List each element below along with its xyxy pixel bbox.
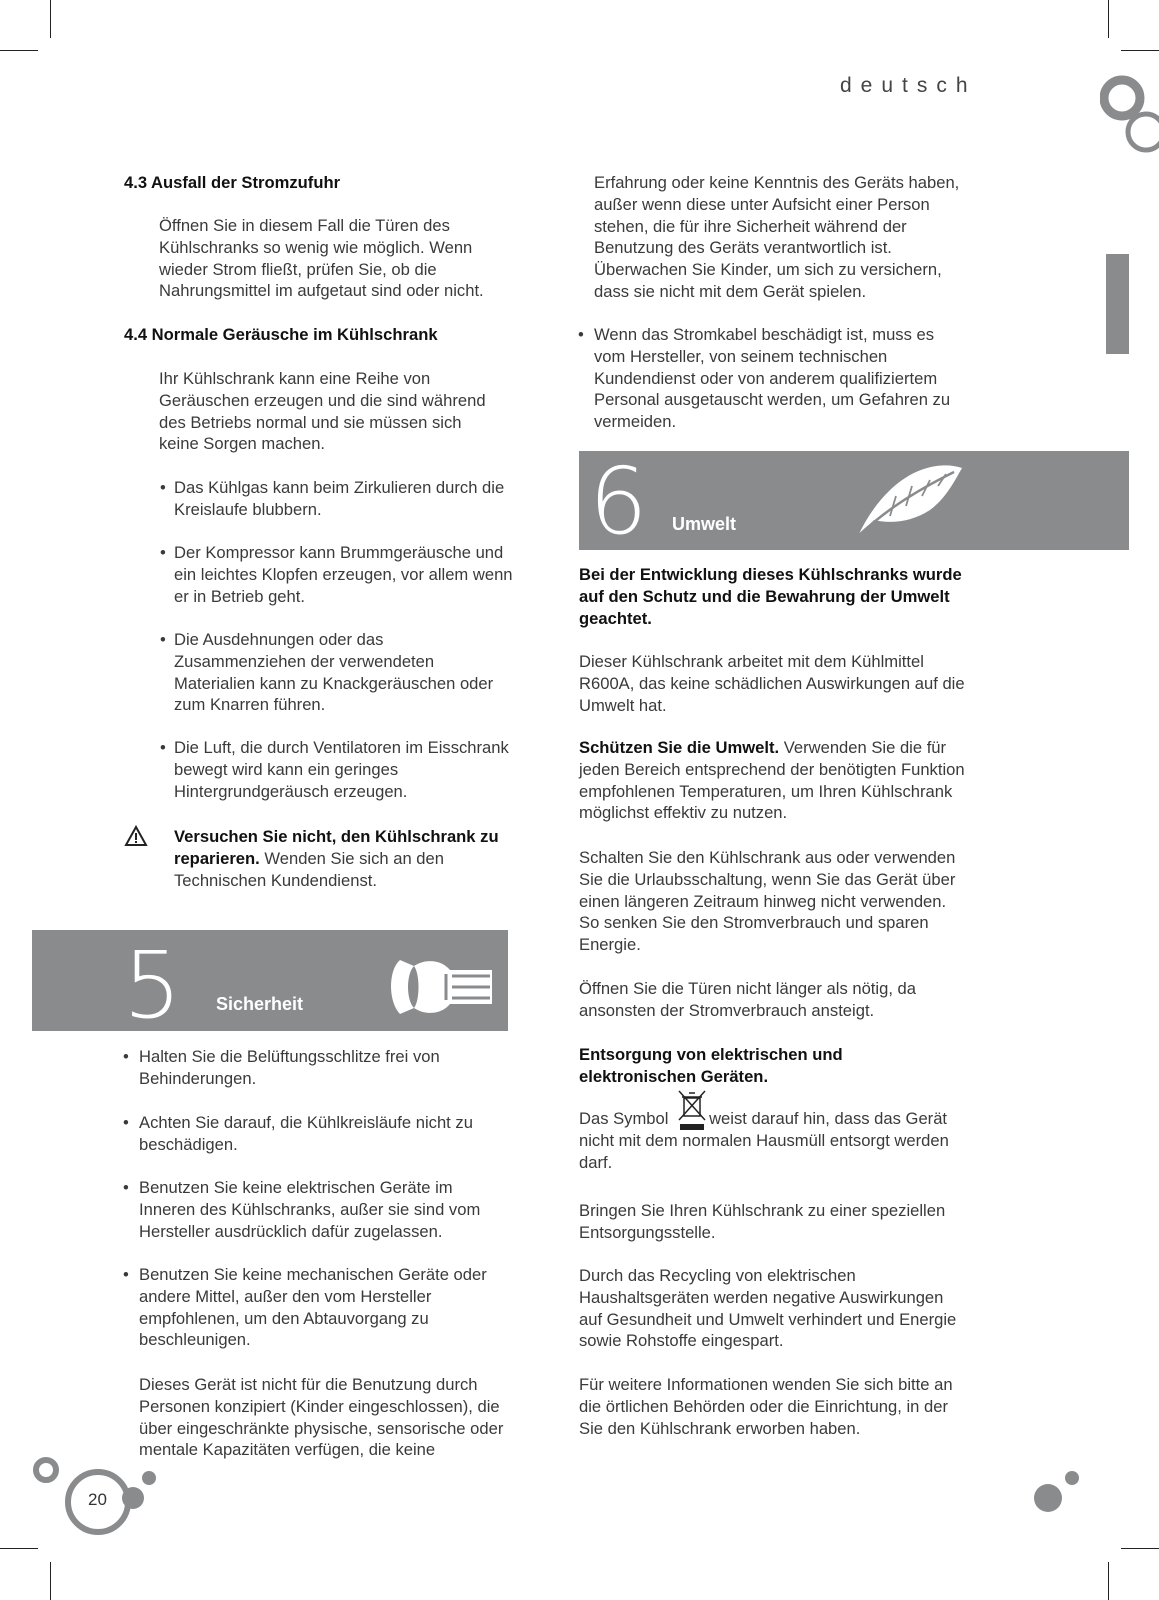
language-label: deutsch: [840, 74, 977, 97]
section-4-3-text: Öffnen Sie in diesem Fall die Türen des Kühlschranks so wenig wie möglich. Wenn wieder Strom fließt, prüfen Sie, ob die Nahrungsmittel im aufgetaut sind oder nicht.: [159, 216, 484, 301]
section-5-number: 5: [123, 932, 182, 1039]
warning-icon: [124, 825, 148, 847]
environment-p6: Durch das Recycling von elektrischen Haushaltsgeräten werden negative Auswirkungen auf Gesundheit und Umwelt verhindert und Energie sowie Rohstoffe eingespart.: [579, 1266, 957, 1351]
environment-p7: Für weitere Informationen wenden Sie sich bitte an die örtlichen Behörden oder die Einrichtung, in der Sie den Kühlschrank erworben haben.: [579, 1375, 953, 1438]
persons-text: Dieses Gerät ist nicht für die Benutzung durch Personen konzipiert (Kinder eingeschlossen), die über eingeschränkte physische, sensorische oder mentale Kapazitäten verfügen, die keine: [139, 1375, 504, 1460]
disposal-symbol-text: Das Symbol weist darauf hin, dass das Gerät nicht mit dem normalen Hausmüll entsorgt werden darf.: [579, 1109, 949, 1172]
environment-p1: Dieser Kühlschrank arbeitet mit dem Kühlmittel R600A, das keine schädlichen Auswirkungen auf die Umwelt hat.: [579, 652, 965, 715]
environment-intro: Bei der Entwicklung dieses Kühlschranks wurde auf den Schutz und die Bewahrung der Umwelt geachtet.: [579, 565, 962, 628]
section-6-title: Umwelt: [672, 514, 737, 534]
crop-mark: [50, 1562, 51, 1600]
section-4-4-title: 4.4 Normale Geräusche im Kühlschrank: [124, 325, 438, 344]
page-number: 20: [88, 1490, 107, 1509]
section-5-title: Sicherheit: [216, 994, 304, 1014]
section-4-4-intro: Ihr Kühlschrank kann eine Reihe von Geräuschen erzeugen und die sind während des Betriebs normal und sie müssen sich keine Sorgen machen.: [159, 369, 486, 454]
decorative-circles-icon: [1100, 74, 1159, 154]
crop-mark: [1121, 50, 1159, 51]
crop-mark: [1108, 0, 1109, 38]
section-4-3-title: 4.3 Ausfall der Stromzufuhr: [124, 173, 341, 192]
crossed-bin-icon: [676, 1088, 708, 1132]
decorative-circles-icon: [1030, 1468, 1100, 1528]
persons-text-continued: Erfahrung oder keine Kenntnis des Geräts haben, außer wenn diese unter Aufsicht einer Person stehen, die für ihre Sicherheit während der Benutzung des Geräts verantwortlich ist. Überwachen Sie Kinder, um sich zu versichern, dass sie nicht mit dem Gerät spielen.: [594, 173, 960, 301]
crop-mark: [0, 50, 38, 51]
side-tab-marker: [1106, 254, 1129, 354]
environment-p2: Schützen Sie die Umwelt. Verwenden Sie die für jeden Bereich entsprechend der benötigten Funktion empfohlenen Temperaturen, um Ihren Kühlschrank möglichst effektiv zu nutzen.: [579, 738, 965, 823]
crop-mark: [1121, 1548, 1159, 1549]
crop-mark: [50, 0, 51, 38]
environment-p4: Öffnen Sie die Türen nicht länger als nötig, da ansonsten der Stromverbrauch ansteigt.: [579, 979, 917, 1020]
wrench-icon: [380, 952, 500, 1024]
repair-warning: Versuchen Sie nicht, den Kühlschrank zu reparieren. Wenden Sie sich an den Technischen Kundendienst.: [174, 827, 499, 890]
crop-mark: [0, 1548, 38, 1549]
disposal-heading: Entsorgung von elektrischen und elektronischen Geräten.: [579, 1045, 843, 1086]
environment-p3: Schalten Sie den Kühlschrank aus oder verwenden Sie die Urlaubsschaltung, wenn Sie das Gerät über einen längeren Zeitraum hinweg nicht verwenden. So senken Sie den Stromverbrauch und sparen Energie.: [579, 848, 956, 955]
leaf-icon: [850, 460, 970, 540]
crop-mark: [1108, 1562, 1109, 1600]
environment-p5: Bringen Sie Ihren Kühlschrank zu einer speziellen Entsorgungsstelle.: [579, 1201, 946, 1242]
section-6-number: 6: [589, 448, 648, 555]
